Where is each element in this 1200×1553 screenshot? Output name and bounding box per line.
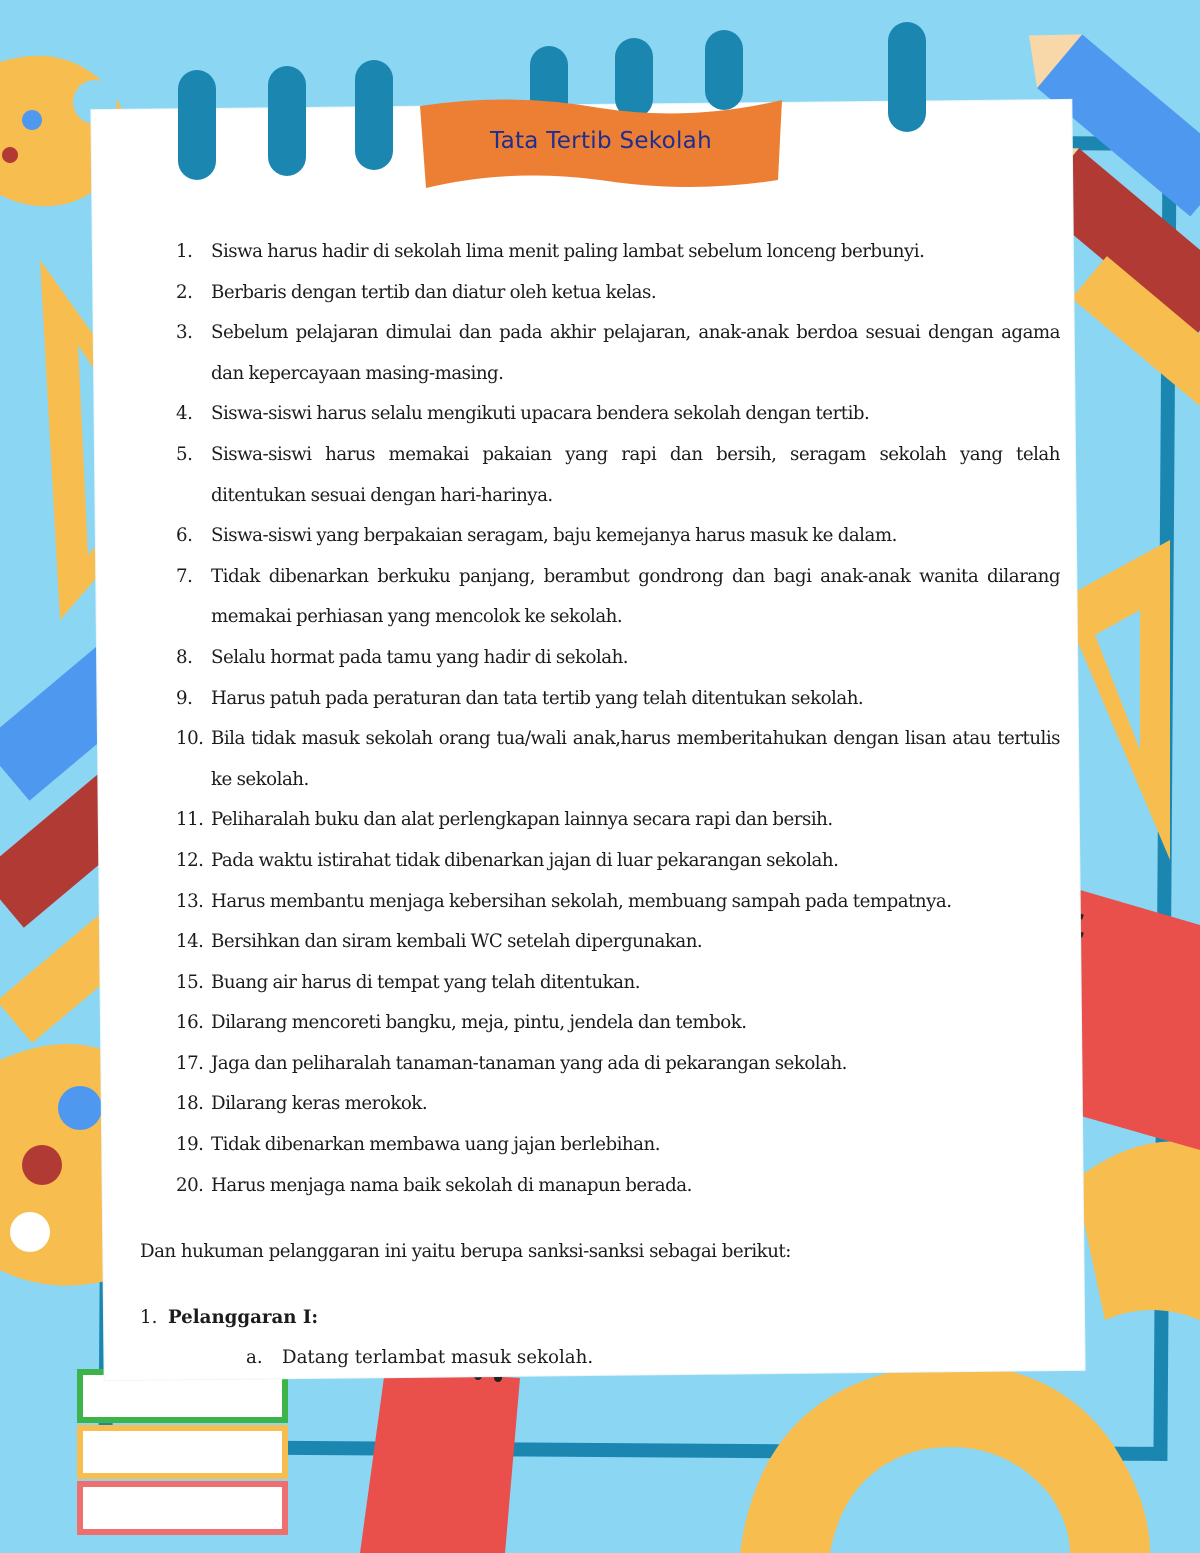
rule-number: 10. xyxy=(176,728,204,750)
rule-number: 4. xyxy=(176,403,193,425)
color-cards-icon xyxy=(80,1372,285,1532)
rule-text: Harus menjaga nama baik sekolah di manapun berada. xyxy=(211,1174,692,1196)
rule-item xyxy=(140,638,1060,679)
rule-text: Siswa harus hadir di sekolah lima menit paling lambat sebelum lonceng berbunyi. xyxy=(211,241,925,262)
rule-item xyxy=(140,1166,1060,1207)
rule-text: Berbaris dengan tertib dan diatur oleh ketua kelas. xyxy=(211,281,657,303)
rule-number: 18. xyxy=(176,1093,204,1115)
rule-item xyxy=(140,841,1060,882)
rule-item xyxy=(140,394,1060,435)
sanctions-intro: Dan hukuman pelanggaran ini yaitu berupa sanksi-sanksi sebagai berikut: xyxy=(140,1241,791,1263)
rule-text: Sebelum pelajaran dimulai dan pada akhir pelajaran, anak-anak berdoa sesuai dengan agama dan kepercayaan masing-masing. xyxy=(211,322,1060,384)
rule-text: Peliharalah buku dan alat perlengkapan lainnya secara rapi dan bersih. xyxy=(211,809,833,831)
sanction-number: 1. xyxy=(140,1307,158,1329)
rule-item xyxy=(140,882,1060,923)
rule-item xyxy=(140,1044,1060,1085)
rule-text: Bersihkan dan siram kembali WC setelah dipergunakan. xyxy=(211,931,703,953)
rule-item xyxy=(140,719,1060,800)
rule-text: Dilarang mencoreti bangku, meja, pintu, jendela dan tembok. xyxy=(211,1012,747,1034)
rule-item xyxy=(140,922,1060,963)
document-content xyxy=(140,232,1060,1378)
rule-item xyxy=(140,232,1060,273)
rule-number: 19. xyxy=(176,1134,204,1156)
rule-number: 14. xyxy=(176,931,204,953)
rule-number: 3. xyxy=(176,322,193,344)
rule-item xyxy=(140,1003,1060,1044)
rule-number: 16. xyxy=(176,1012,204,1034)
rule-number: 1. xyxy=(176,241,193,262)
rule-number: 13. xyxy=(176,890,204,912)
page-title: Tata Tertib Sekolah xyxy=(490,128,712,154)
sanction-item xyxy=(140,1338,1060,1378)
rule-item xyxy=(140,963,1060,1004)
protractor-right-icon xyxy=(1075,1142,1200,1320)
rule-number: 15. xyxy=(176,971,204,993)
rule-number: 5. xyxy=(176,443,193,465)
rule-text: Selalu hormat pada tamu yang hadir di sekolah. xyxy=(211,646,629,668)
rules-list xyxy=(140,232,1060,1206)
rule-item xyxy=(140,679,1060,720)
rule-number: 11. xyxy=(176,809,204,831)
rule-item xyxy=(140,1125,1060,1166)
rule-number: 7. xyxy=(176,565,193,587)
rule-number: 12. xyxy=(176,849,204,871)
rule-text: Dilarang keras merokok. xyxy=(211,1093,428,1115)
rule-item xyxy=(140,1084,1060,1125)
rule-text: Harus patuh pada peraturan dan tata tertib yang telah ditentukan sekolah. xyxy=(211,687,864,709)
rule-number: 6. xyxy=(176,525,193,547)
rule-text: Siswa-siswi yang berpakaian seragam, baju kemejanya harus masuk ke dalam. xyxy=(211,525,897,547)
rule-text: Buang air harus di tempat yang telah ditentukan. xyxy=(211,971,641,993)
sanction-item-text: Datang terlambat masuk sekolah. xyxy=(282,1347,594,1369)
rule-text: Siswa-siswi harus selalu mengikuti upacara bendera sekolah dengan tertib. xyxy=(211,403,870,425)
rule-number: 8. xyxy=(176,646,193,668)
sanction-title: Pelanggaran I: xyxy=(168,1307,319,1329)
rule-number: 20. xyxy=(176,1174,204,1196)
red-notebook-bottom-icon xyxy=(360,1370,520,1553)
rule-text: Pada waktu istirahat tidak dibenarkan jajan di luar pekarangan sekolah. xyxy=(211,849,839,871)
rule-item xyxy=(140,800,1060,841)
rule-item xyxy=(140,435,1060,516)
rule-text: Siswa-siswi harus memakai pakaian yang rapi dan bersih, seragam sekolah yang telah ditentukan sesuai dengan hari-harinya. xyxy=(211,443,1060,506)
protractor-bottom-icon xyxy=(740,1365,1150,1553)
rule-text: Tidak dibenarkan membawa uang jajan berlebihan. xyxy=(211,1134,660,1156)
rule-text: Tidak dibenarkan berkuku panjang, berambut gondrong dan bagi anak-anak wanita dilarang memakai perhiasan yang mencolok ke sekolah. xyxy=(211,565,1060,628)
rule-item xyxy=(140,273,1060,314)
rule-text: Jaga dan peliharalah tanaman-tanaman yang ada di pekarangan sekolah. xyxy=(211,1052,847,1074)
rule-text: Bila tidak masuk sekolah orang tua/wali anak,harus memberitahukan dengan lisan atau tertulis ke sekolah. xyxy=(211,728,1060,790)
rule-number: 2. xyxy=(176,281,193,303)
sanction-item-letter: a. xyxy=(246,1347,263,1369)
rule-item xyxy=(140,557,1060,638)
sanction-heading xyxy=(140,1298,1060,1338)
rule-item xyxy=(140,313,1060,394)
rule-item xyxy=(140,516,1060,557)
rule-text: Harus membantu menjaga kebersihan sekolah, membuang sampah pada tempatnya. xyxy=(211,890,952,912)
rule-number: 9. xyxy=(176,687,193,709)
rule-number: 17. xyxy=(176,1052,204,1074)
